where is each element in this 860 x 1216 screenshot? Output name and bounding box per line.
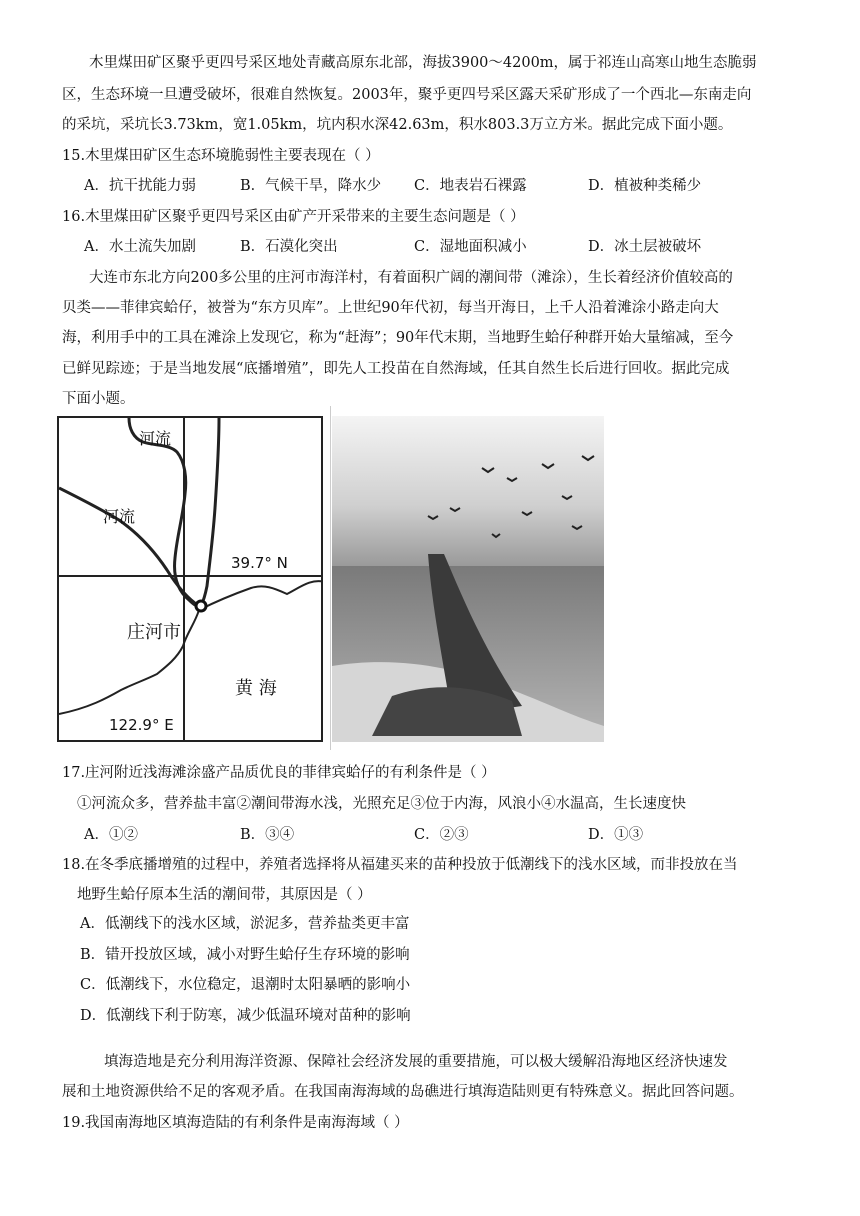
question-17-conditions: ①河流众多，营养盐丰富②潮间带海水浅，光照充足③位于内海，风浪小④水温高，生长速度快 — [77, 796, 686, 812]
passage1-line-1: 木里煤田矿区聚乎更四号采区地处青藏高原东北部，海拔3900～4200m，属于祁连山高寒山地生态脆弱 — [89, 55, 757, 71]
question-18-stem-line-1: 18.在冬季底播增殖的过程中，养殖者选择将从福建买来的苗种投放于低潮线下的浅水区域，而非投放在当 — [62, 857, 738, 873]
question-16-option-d[interactable]: D．冰土层被破坏 — [588, 239, 702, 255]
passage3-line-2: 展和土地资源供给不足的客观矛盾。在我国南海海域的岛礁进行填海造陆则更有特殊意义。据此回答问题。 — [62, 1084, 744, 1100]
river-branch-path — [201, 418, 219, 606]
question-16-stem: 16.木里煤田矿区聚乎更四号采区由矿产开采带来的主要生态问题是（ ） — [62, 209, 525, 225]
question-16-option-a[interactable]: A．水土流失加剧 — [84, 239, 196, 255]
passage1-line-2: 区，生态环境一旦遭受破坏，很难自然恢复。2003年，聚乎更四号采区露天采矿形成了一个西北—东南走向 — [62, 87, 752, 103]
city-label: 庄河市 — [127, 622, 181, 643]
question-17-stem: 17.庄河附近浅海滩涂盛产品质优良的菲律宾蛤仔的有利条件是（ ） — [62, 765, 496, 781]
question-15-option-c[interactable]: C．地表岩石裸露 — [414, 178, 527, 194]
passage2-line-5: 下面小题。 — [62, 391, 135, 407]
question-15-option-b[interactable]: B．气候干旱，降水少 — [240, 178, 382, 194]
figure-divider — [330, 406, 331, 750]
question-18-option-b[interactable]: B．错开投放区域，减小对野生蛤仔生存环境的影响 — [80, 947, 410, 963]
question-18-option-c[interactable]: C．低潮线下，水位稳定，退潮时太阳暴晒的影响小 — [80, 977, 411, 993]
question-18-option-d[interactable]: D．低潮线下利于防寒，减少低温环境对苗种的影响 — [80, 1008, 411, 1024]
question-17-option-c[interactable]: C．②③ — [414, 827, 469, 843]
passage2-line-3: 海，利用手中的工具在滩涂上发现它，称为“赶海”；90年代末期，当地野生蛤仔种群开始大量缩减，至今 — [62, 330, 734, 346]
river-label-2: 河流 — [103, 507, 136, 526]
question-16-option-b[interactable]: B．石漠化突出 — [240, 239, 338, 255]
photo-drawing — [332, 416, 604, 742]
passage3-line-1: 填海造地是充分利用海洋资源、保障社会经济发展的重要措施，可以极大缓解沿海地区经济快速发 — [104, 1054, 728, 1070]
question-19-stem: 19.我国南海地区填海造陆的有利条件是南海海域（ ） — [62, 1115, 409, 1131]
map-drawing — [59, 418, 323, 742]
question-17-option-d[interactable]: D．①③ — [588, 827, 644, 843]
passage2-line-1: 大连市东北方向200多公里的庄河市海洋村，有着面积广阔的潮间带（滩涂），生长着经济价值较高的 — [89, 270, 733, 286]
question-15-option-d[interactable]: D．植被种类稀少 — [588, 178, 702, 194]
coastline-north — [199, 581, 323, 610]
tidal-flat-photo — [332, 416, 604, 742]
river-label-1: 河流 — [139, 429, 172, 448]
passage2-line-4: 已鲜见踪迹；于是当地发展“底播增殖”，即先人工投苗在自然海域，任其自然生长后进行回收。据此完成 — [62, 361, 730, 377]
latitude-label: 39.7° N — [231, 554, 288, 572]
question-16-option-c[interactable]: C．湿地面积减小 — [414, 239, 527, 255]
passage1-line-3: 的采坑，采坑长3.73km，宽1.05km，坑内积水深42.63m，积水803.3万立方米。据此完成下面小题。 — [62, 117, 733, 133]
city-marker — [196, 601, 206, 611]
question-15-option-a[interactable]: A．抗干扰能力弱 — [84, 178, 196, 194]
question-17-option-b[interactable]: B．③④ — [240, 827, 295, 843]
question-18-option-a[interactable]: A．低潮线下的浅水区域，淤泥多，营养盐类更丰富 — [80, 916, 410, 932]
longitude-label: 122.9° E — [109, 716, 174, 734]
question-15-stem: 15.木里煤田矿区生态环境脆弱性主要表现在（ ） — [62, 148, 380, 164]
question-17-option-a[interactable]: A．①② — [84, 827, 138, 843]
sea-label: 黄 海 — [235, 678, 277, 699]
question-18-stem-line-2: 地野生蛤仔原本生活的潮间带，其原因是（ ） — [77, 887, 372, 903]
passage2-line-2: 贝类——菲律宾蛤仔，被誉为“东方贝库”。上世纪90年代初，每当开海日，上千人沿着滩涂小路走向大 — [62, 300, 719, 316]
location-map — [57, 416, 323, 742]
